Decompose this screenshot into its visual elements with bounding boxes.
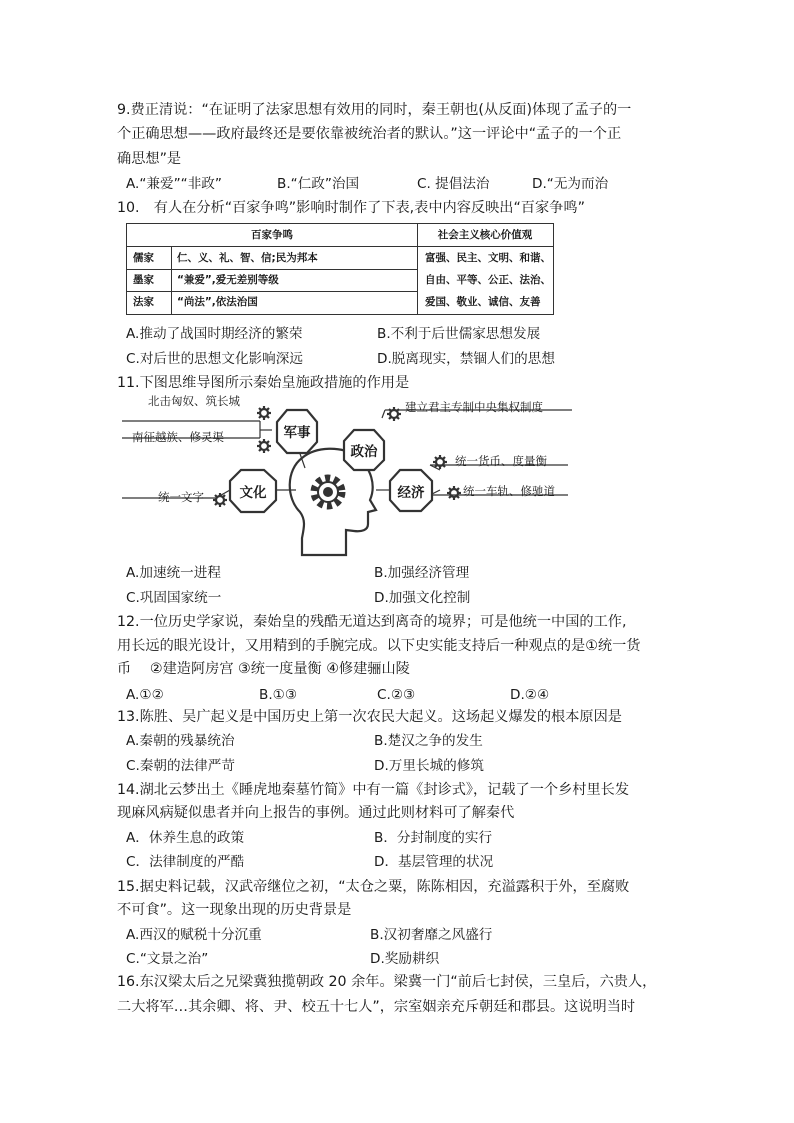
mindmap-military-item: 南征越族、修灵渠 [132,430,224,444]
table-header-right: 社会主义核心价值观 [417,224,553,247]
q13-option-c: C.秦朝的法律严苛 [126,758,235,774]
q14-option-b: B．分封制度的实行 [374,830,493,846]
q10-option-b: B.不利于后世儒家思想发展 [377,326,541,342]
table-row-school: 法家 [133,296,154,308]
q10-option-a: A.推动了战国时期经济的繁荣 [126,326,303,342]
mindmap-politics-item: 建立君主专制中央集权制度 [405,400,543,414]
q13-stem: 13.陈胜、吴广起义是中国历史上第一次农民大起义。这场起义爆发的根本原因是 [117,709,622,725]
gear-icon [433,455,447,469]
q15-option-b: B.汉初奢靡之风盛行 [370,927,493,943]
table-row-content: “兼爱”,爱无差别等级 [177,274,279,286]
q10-table [126,223,554,315]
q11-option-a: A.加速统一进程 [126,565,221,581]
q15-option-c: C.“文景之治” [126,951,209,967]
mindmap-economy-item: 统一车轨、修驰道 [463,484,555,498]
q9-stem-line3: 确思想”是 [117,151,182,167]
core-values-line: 自由、平等、公正、法治、 [425,274,551,286]
q12-option-c: C.②③ [377,687,416,703]
q16-stem-line2: 二大将军…其余卿、将、尹、校五十七人”，宗室姻亲充斥朝廷和郡县。这说明当时 [117,999,636,1015]
q15-stem-line1: 15.据史料记载，汉武帝继位之初，“太仓之粟，陈陈相因，充溢露积于外，至腐败 [117,879,630,895]
q13-option-d: D.万里长城的修筑 [374,758,484,774]
q14-option-d: D．基层管理的状况 [374,854,494,870]
q12-option-b: B.①③ [259,687,298,703]
gear-icon [387,407,401,421]
q9-stem-line1: 9.费正清说：“在证明了法家思想有效用的同时，秦王朝也(从反面)体现了孟子的一 [117,102,632,118]
q12-stem-line2: 用长远的眼光设计，又用精到的手腕完成。以下史实能支持后一种观点的是①统一货 [117,638,641,654]
gear-icon [213,493,227,507]
q14-option-c: C．法律制度的严酷 [126,854,245,870]
economy-label: 经济 [397,485,425,501]
q14-stem-line2: 现麻风病疑似患者并向上报告的事例。通过此则材料可了解秦代 [117,805,515,821]
q14-option-a: A．休养生息的政策 [126,830,245,846]
mindmap-economy-item: 统一货币、度量衡 [455,454,547,468]
q10-option-c: C.对后世的思想文化影响深远 [126,351,303,367]
q9-option-b: B.“仁政”治国 [277,176,360,192]
q11-option-c: C.巩固国家统一 [126,590,222,606]
military-label: 军事 [283,425,311,441]
politics-label: 政治 [350,444,378,460]
q15-option-a: A.西汉的赋税十分沉重 [126,927,262,943]
q9-option-a: A.“兼爱”“非政” [126,176,222,192]
gear-icon [257,439,271,453]
q9-option-d: D.“无为而治 [532,176,609,192]
q10-option-d: D.脱离现实，禁锢人们的思想 [377,351,555,367]
q11-option-b: B.加强经济管理 [374,565,470,581]
q16-stem-line1: 16.东汉梁太后之兄梁冀独揽朝政 20 余年。梁冀一门“前后七封侯，三皇后，六贵人， [117,974,657,990]
table-row-school: 儒家 [133,252,154,264]
q14-stem-line1: 14.湖北云梦出土《睡虎地秦墓竹简》中有一篇《封诊式》，记载了一个乡村里长发 [117,782,630,798]
q13-option-b: B.楚汉之争的发生 [374,733,483,749]
central-gear-icon [314,478,342,506]
table-row-school: 墨家 [133,274,154,286]
q15-option-d: D.奖励耕织 [370,951,440,967]
q12-stem-line3: 币 ②建造阿房宫 ③统一度量衡 ④修建骊山陵 [117,661,410,677]
core-values-line: 爱国、敬业、诚信、友善 [425,296,541,308]
q9-option-c: C. 提倡法治 [417,176,490,192]
gear-icon [257,406,271,420]
q15-stem-line2: 不可食”。这一现象出现的历史背景是 [117,902,352,918]
gear-icon [447,486,461,500]
q10-stem: 10. 有人在分析“百家争鸣”影响时制作了下表,表中内容反映出“百家争鸣” [117,200,585,216]
q11-option-d: D.加强文化控制 [374,590,471,606]
mindmap-culture-item: 统一文字 [158,490,204,504]
culture-label: 文化 [239,485,267,501]
q12-option-d: D.②④ [510,687,550,703]
table-header-left: 百家争鸣 [127,224,417,247]
table-row-content: 仁、义、礼、智、信;民为邦本 [177,252,318,264]
table-row-content: “尚法”,依法治国 [177,296,258,308]
q12-option-a: A.①② [126,687,164,703]
q9-stem-line2: 个正确思想——政府最终还是要依靠被统治者的默认。”这一评论中“孟子的一个正 [117,126,622,142]
q11-stem: 11.下图思维导图所示秦始皇施政措施的作用是 [117,375,410,391]
core-values-line: 富强、民主、文明、和谐、 [425,252,551,264]
q12-stem-line1: 12.一位历史学家说，秦始皇的残酷无道达到离奇的境界；可是他统一中国的工作, [117,614,627,630]
mindmap-military-item: 北击匈奴、筑长城 [148,394,240,408]
q13-option-a: A.秦朝的残暴统治 [126,733,235,749]
mindmap-diagram [120,390,590,565]
